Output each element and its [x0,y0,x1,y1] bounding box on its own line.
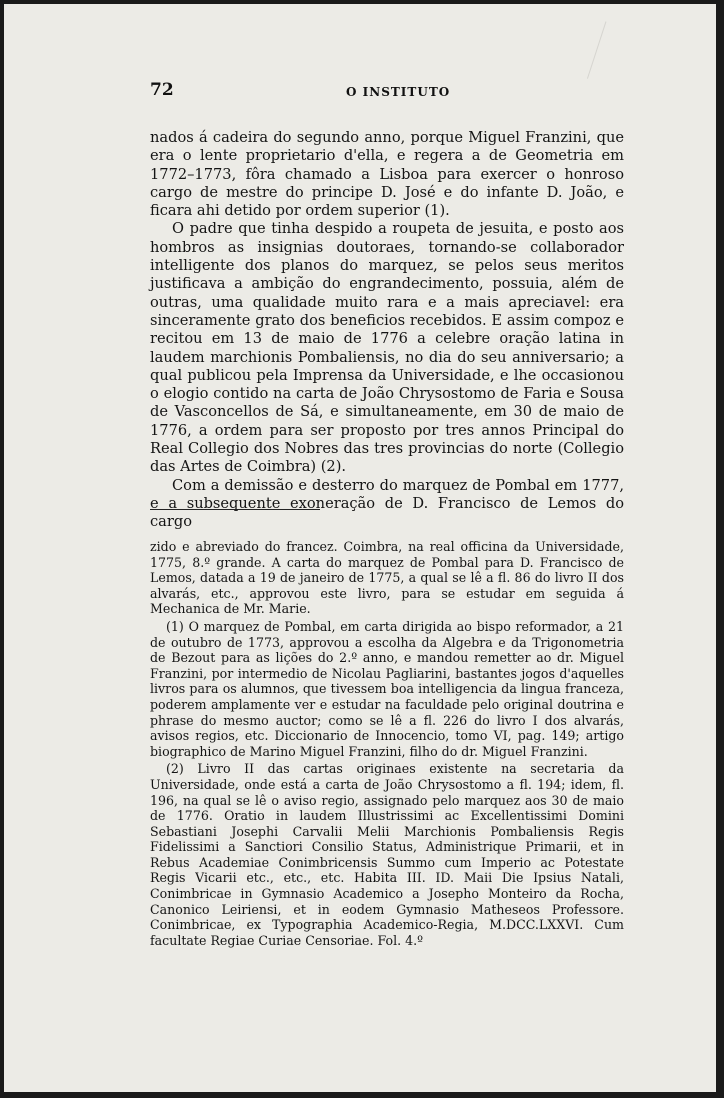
document-page [4,4,716,1092]
footnote-1: (1) O marquez de Pombal, em carta dirigida ao bispo reformador, a 21 de outubro de 1773, approvou a escolha da Algebra e da Trigonometria de Bezout para as lições do 2.º anno, e mandou remetter ao dr. Miguel Franzini, por intermedio de Nicolau Pagliarini, bastantes jogos d'aquelles livros para os alumnos, que tivessem boa intelligencia da lingua franceza, poderem amplamente ver e estudar na faculdade pelo original doutrina e phrase do mesmo auctor; como se lê a fl. 226 do livro I dos alvarás, avisos regios, etc. Diccionario de Innocencio, tomo VI, pag. 149; artigo biographico de Marino Miguel Franzini, filho do dr. Miguel Franzini. [150,618,624,759]
footnote-rule [150,509,320,510]
paragraph-2: O padre que tinha despido a roupeta de jesuita, e posto aos hombros as insignias doutoraes, tornando-se collaborador intelligente dos planos do marquez, se pelos seus meritos justificava a ambição do engrandecimento, possuia, além de outras, uma qualidade muito rara e a mais apreciavel: era sinceramente grato dos beneficios recebidos. E assim compoz e recitou em 13 de maio de 1776 a celebre oração latina in laudem marchionis Pombaliensis, no dia do seu anniversario; a qual publicou pela Imprensa da Universidade, e lhe occasionou o elogio contido na carta de João Chrysostomo de Faria e Sousa de Vasconcellos de Sá, e simultaneamente, em 30 de maio de 1776, a ordem para ser proposto por tres annos Principal do Real Collegio dos Nobres das tres provincias do norte (Collegio das Artes de Coimbra) (2). [150,220,624,476]
main-text [150,129,624,532]
footnote-2: (2) Livro II das cartas originaes existente na secretaria da Universidade, onde está a carta de João Chrysostomo a fl. 194; idem, fl. 196, na qual se lê o aviso regio, assignado pelo marquez aos 30 de maio de 1776. Oratio in laudem Illustrissimi ac Excellentissimi Domini Sebastiani Josephi Carvalii Melii Marchionis Pombaliensis Regis Fidelissimi a Sanctiori Consilio Status, Administrique Primarii, et in Rebus Academiae Conimbricensis Summo cum Imperio ac Potestate Regis Vicarii etc., etc., etc. Habita III. ID. Maii Die Ipsius Natali, Conimbricae in Gymnasio Academico a Josepho Monteiro da Rocha, Canonico Leiriensi, et in eodem Gymnasio Matheseos Professore. Conimbricae, ex Typographia Academico-Regia, M.DCC.LXXVI. Cum facultate Regiae Curiae Censoriae. Fol. 4.º [150,761,624,948]
paragraph-1: nados á cadeira do segundo anno, porque Miguel Franzini, que era o lente proprietario d'ella, e regera a de Geometria em 1772–1773, fôra chamado a Lisboa para exercer o honroso cargo de mestre do principe D. José e do infante D. João, e ficara ahi detido por ordem superior (1). [150,129,624,220]
paragraph-3: Com a demissão e desterro do marquez de Pombal em 1777, e a subsequente exoneração de D. Francisco de Lemos do cargo [150,476,624,531]
page-number: 72 [150,80,174,100]
footnotes [150,539,624,950]
page-header [150,80,630,104]
running-head: O INSTITUTO [346,85,451,99]
footnote-continuation: zido e abreviado do francez. Coimbra, na real officina da Universidade, 1775, 8.º grande. A carta do marquez de Pombal para D. Francisco de Lemos, datada a 19 de janeiro de 1775, a qual se lê a fl. 86 do livro II dos alvarás, etc., approvou este livro, para se estudar em seguida á Mechanica de Mr. Marie. [150,539,624,617]
